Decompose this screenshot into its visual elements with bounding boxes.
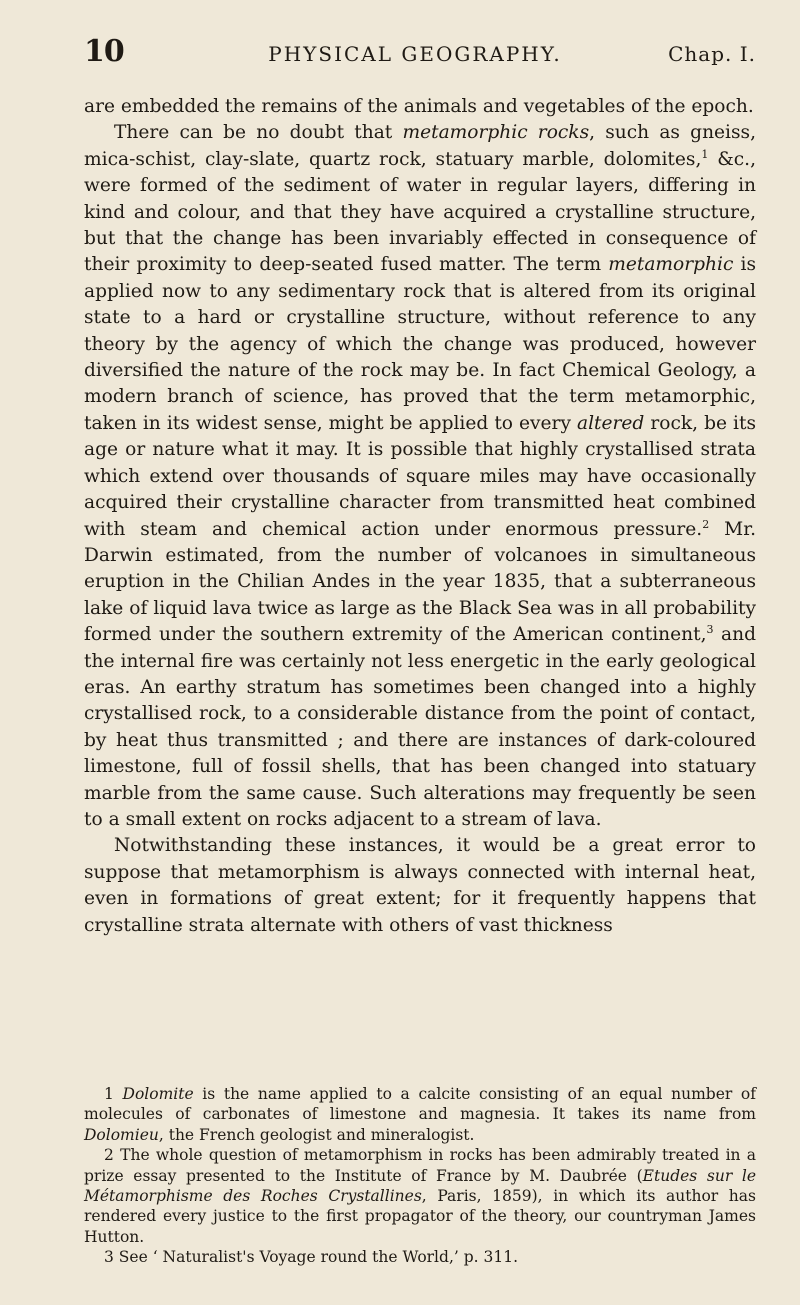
footnote-number: 1 bbox=[104, 1085, 114, 1103]
page-header bbox=[84, 34, 756, 78]
text-run: , such as gneiss, mica-schist, clay-slate, quartz rock, statuary marble, dolomites, bbox=[84, 122, 756, 170]
footnote-ref: 1 bbox=[701, 147, 709, 161]
footnote-number: 2 bbox=[104, 1146, 114, 1165]
text-run: is applied now to any sedimentary rock that is altered from its original state to a hard or crystalline structure, without reference to any theory by the agency of which the change was produced, however diversified the nature of the rock may be. In fact Chemical Geology, a modern branch of science, has proved that the term metamorphic, taken in its widest sense, might be applied to every bbox=[84, 254, 756, 434]
footnote-3 bbox=[84, 1247, 756, 1267]
italic-term: metamorphic rocks bbox=[402, 122, 590, 144]
text-run: See ‘ Naturalist's Voyage round the World,’ p. 311. bbox=[113, 1248, 519, 1267]
paragraph-3: Notwithstanding these instances, it would be a great error to suppose that metamorphism is always connected with internal heat, even in formations of great extent; for it frequently happens that crystalline strata alternate with others of vast thickness bbox=[84, 835, 756, 936]
text-run: &c., were formed of the sediment of water in regular layers, differing in kind and colour, and that they have acquired a crystalline structure, but that the change has been invariably effected in consequence of their proximity to deep-seated fused matter. The term bbox=[84, 148, 757, 276]
italic-term: altered bbox=[577, 412, 645, 434]
page-number: 10 bbox=[84, 34, 124, 69]
running-title: PHYSICAL GEOGRAPHY. bbox=[268, 42, 562, 66]
footnotes bbox=[84, 1084, 756, 1268]
body-text bbox=[84, 94, 756, 939]
italic-term: Dolomieu bbox=[84, 1125, 159, 1144]
footnote-2 bbox=[84, 1145, 756, 1247]
footnote-ref: 2 bbox=[702, 517, 710, 531]
text-run: , the French geologist and mineralogist. bbox=[158, 1125, 475, 1144]
text-run: There can be no doubt that bbox=[114, 122, 403, 144]
text-run: , Paris, 1859), in which its author has rendered every justice to the first propagator of the theory, our countryman James Hutton. bbox=[84, 1187, 756, 1246]
text-run: and the internal fire was certainly not less energetic in the early geological eras. An earthy stratum has sometimes been changed into a highly crystallised rock, to a considerable distance from the point of contact, by heat thus transmitted ; and there are instances of dark-coloured limestone, full of fossil shells, that has been changed into statuary marble from the same cause. Such alterations may frequently be seen to a small extent on rocks adjacent to a stream of lava. bbox=[84, 624, 756, 830]
text-run: The whole question of metamorphism in rocks has been admirably treated in a prize essay presented to the Institute of France by M. Daubrée ( bbox=[84, 1146, 756, 1185]
italic-title: Etudes sur le Métamorphisme des Roches Crystallines bbox=[84, 1166, 757, 1206]
text-run: Mr. Darwin estimated, from the number of volcanoes in simultaneous eruption in the Chilian Andes in the year 1835, that a subterraneous lake of liquid lava twice as large as the Black Sea was in all probability formed under the southern extremity of the American continent, bbox=[84, 518, 756, 646]
footnote-number: 3 bbox=[104, 1248, 114, 1267]
text-run: rock, be its age or nature what it may. It is possible that highly crystallised strata which extend over thousands of square miles may have occasionally acquired their crystalline character from transmitted heat combined with steam and chemical action under enormous pressure. bbox=[84, 412, 756, 540]
footnote-1 bbox=[84, 1084, 756, 1145]
paragraph-1: are embedded the remains of the animals and vegetables of the epoch. bbox=[84, 96, 754, 117]
text-run: is the name applied to a calcite consisting of an equal number of molecules of carbonates of limestone and magnesia. It takes its name from bbox=[84, 1085, 756, 1124]
paragraph-2 bbox=[84, 120, 756, 833]
chapter-label: Chap. I. bbox=[668, 42, 756, 66]
italic-term: metamorphic bbox=[608, 254, 734, 276]
footnote-ref: 3 bbox=[706, 622, 714, 636]
italic-term: Dolomite bbox=[122, 1085, 194, 1103]
